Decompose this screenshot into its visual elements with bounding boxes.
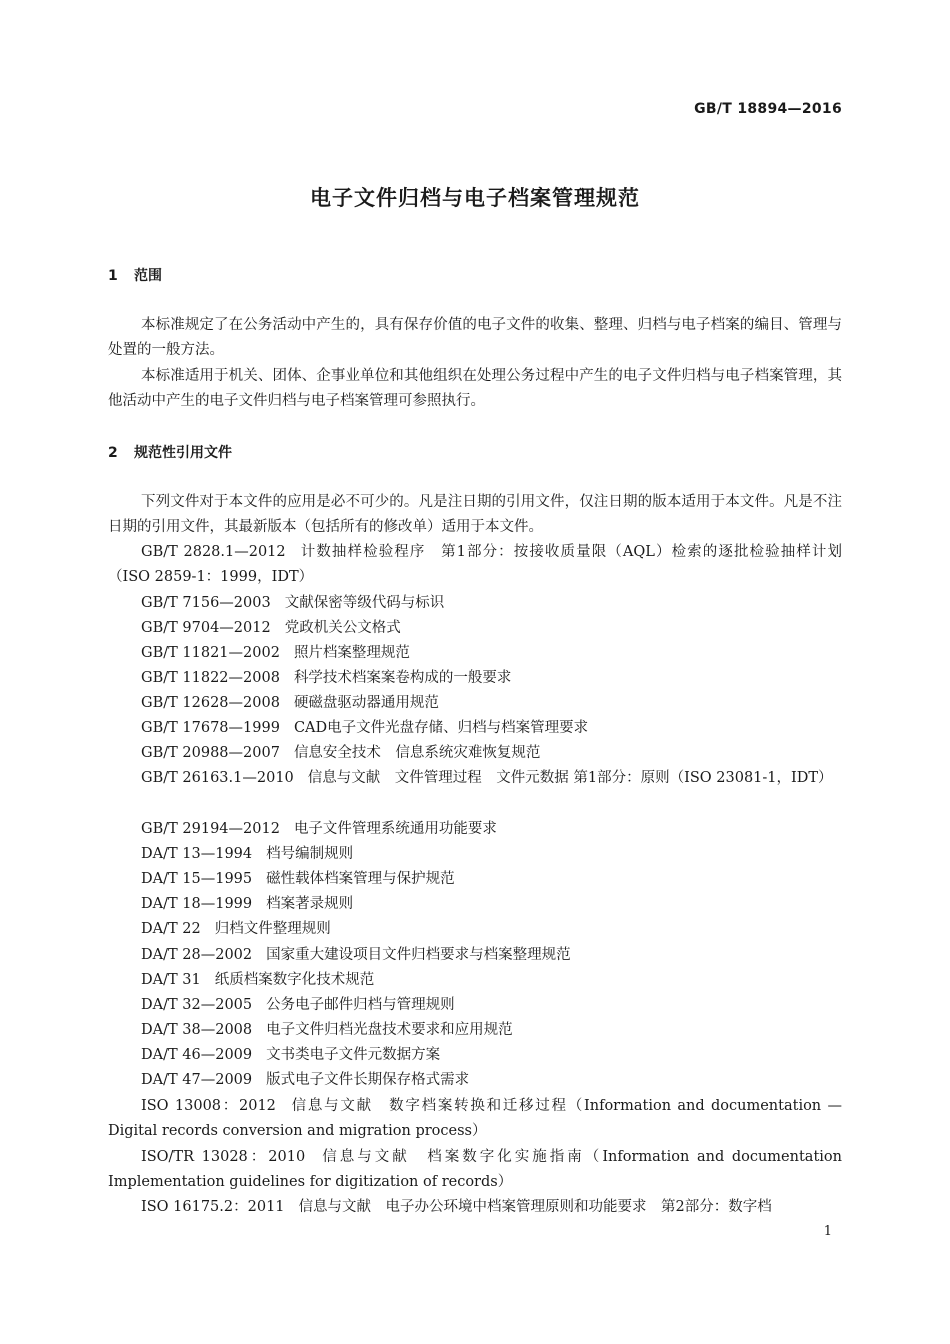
reference-code: GB/T 11821—2002 [141, 645, 280, 661]
reference-code: GB/T 12628—2008 [141, 695, 280, 711]
reference-code: GB/T 20988—2007 [141, 745, 280, 761]
reference-code: GB/T 29194—2012 [141, 821, 280, 837]
reference-title: CAD电子文件光盘存储、归档与档案管理要求 [293, 720, 589, 736]
reference-code: ISO/TR 13028：2010 [141, 1149, 306, 1165]
reference-code: GB/T 11822—2008 [141, 670, 280, 686]
reference-entry [108, 591, 842, 616]
reference-code: DA/T 31 [141, 972, 201, 988]
section-title: 规范性引用文件 [134, 445, 232, 461]
reference-title: 档号编制规则 [266, 846, 354, 862]
reference-code: ISO 13008：2012 [141, 1098, 276, 1114]
reference-code: GB/T 7156—2003 [141, 595, 271, 611]
reference-title: 磁性载体档案管理与保护规范 [266, 871, 455, 887]
section-heading-scope [108, 265, 162, 285]
reference-title: 科学技术档案案卷构成的一般要求 [293, 670, 512, 686]
paragraph: 下列文件对于本文件的应用是必不可少的。凡是注日期的引用文件，仅注日期的版本适用于本文件。凡是不注日期的引用文件，其最新版本（包括所有的修改单）适用于本文件。 [108, 494, 842, 536]
paragraph: 本标准适用于机关、团体、企事业单位和其他组织在处理公务过程中产生的电子文件归档与电子档案管理，其他活动中产生的电子文件归档与电子档案管理可参照执行。 [108, 368, 842, 410]
reference-code: DA/T 28—2002 [141, 947, 253, 963]
page-number: 1 [823, 1224, 832, 1239]
reference-entry [108, 1145, 842, 1195]
reference-title: 信息安全技术 信息系统灾难恢复规范 [293, 745, 541, 761]
reference-code: DA/T 47—2009 [141, 1072, 253, 1088]
reference-title: 版式电子文件长期保存格式需求 [266, 1072, 470, 1088]
reference-entry [108, 1094, 842, 1144]
section-title: 范围 [134, 268, 162, 284]
reference-code: DA/T 46—2009 [141, 1047, 253, 1063]
reference-entry [108, 917, 842, 942]
reference-title: 文书类电子文件元数据方案 [266, 1047, 441, 1063]
reference-code: DA/T 38—2008 [141, 1022, 253, 1038]
reference-title: 信息与文献 文件管理过程 文件元数据 第1部分：原则（ISO 23081-1，IDT） [307, 770, 833, 786]
paragraph: 本标准规定了在公务活动中产生的，具有保存价值的电子文件的收集、整理、归档与电子档案的编目、管理与处置的一般方法。 [108, 317, 842, 359]
reference-entry [108, 943, 842, 968]
reference-title: 纸质档案数字化技术规范 [214, 972, 375, 988]
reference-entry [108, 867, 842, 892]
reference-title: 公务电子邮件归档与管理规则 [266, 997, 455, 1013]
reference-code: DA/T 18—1999 [141, 896, 253, 912]
reference-code: GB/T 26163.1—2010 [141, 770, 294, 786]
reference-entry [108, 766, 842, 791]
reference-entry [108, 1043, 842, 1068]
reference-title: 文献保密等级代码与标识 [284, 595, 445, 611]
reference-title: 档案著录规则 [266, 896, 354, 912]
reference-code: DA/T 13—1994 [141, 846, 253, 862]
reference-entry [108, 892, 842, 917]
section-heading-normative-references [108, 442, 232, 462]
reference-title: 电子文件管理系统通用功能要求 [293, 821, 497, 837]
reference-title: 归档文件整理规则 [214, 921, 331, 937]
reference-code: DA/T 32—2005 [141, 997, 253, 1013]
reference-code: DA/T 22 [141, 921, 201, 937]
section-number: 2 [108, 445, 118, 461]
reference-entry [108, 817, 842, 842]
reference-entry [108, 666, 842, 691]
standard-code: GB/T 18894—2016 [694, 101, 842, 117]
reference-entry [108, 1195, 842, 1220]
reference-title: 信息与文献 数字档案转换和迁移过程（Information and documentation — Digital records conversion and migration process） [108, 1098, 843, 1140]
reference-entry [108, 641, 842, 666]
reference-entry [108, 691, 842, 716]
reference-title: 国家重大建设项目文件归档要求与档案整理规范 [266, 947, 571, 963]
reference-title: 信息与文献 档案数字化实施指南（Information and documentation Implementation guidelines for digitization of records） [108, 1149, 842, 1191]
reference-entry [108, 1018, 842, 1043]
reference-code: GB/T 17678—1999 [141, 720, 280, 736]
reference-entry [108, 540, 842, 590]
reference-entry [108, 1068, 842, 1093]
reference-title: 照片档案整理规范 [293, 645, 410, 661]
reference-entry [108, 741, 842, 766]
reference-title: 党政机关公文格式 [284, 620, 401, 636]
reference-code: DA/T 15—1995 [141, 871, 253, 887]
reference-code: GB/T 2828.1—2012 [141, 544, 286, 560]
reference-entry [108, 842, 842, 867]
reference-entry [108, 993, 842, 1018]
reference-entry [108, 716, 842, 741]
reference-title: 电子文件归档光盘技术要求和应用规范 [266, 1022, 513, 1038]
reference-title: 计数抽样检验程序 第1部分：按接收质量限（AQL）检索的逐批检验抽样计划（ISO 2859-1：1999，IDT） [108, 544, 842, 586]
reference-entry [108, 616, 842, 641]
reference-entry [108, 968, 842, 993]
reference-title: 信息与文献 电子办公环境中档案管理原则和功能要求 第2部分：数字档 [298, 1199, 772, 1215]
reference-title: 硬磁盘驱动器通用规范 [293, 695, 439, 711]
reference-code: ISO 16175.2：2011 [141, 1199, 285, 1215]
section-number: 1 [108, 268, 118, 284]
reference-code: GB/T 9704—2012 [141, 620, 271, 636]
document-title: 电子文件归档与电子档案管理规范 [310, 186, 640, 210]
